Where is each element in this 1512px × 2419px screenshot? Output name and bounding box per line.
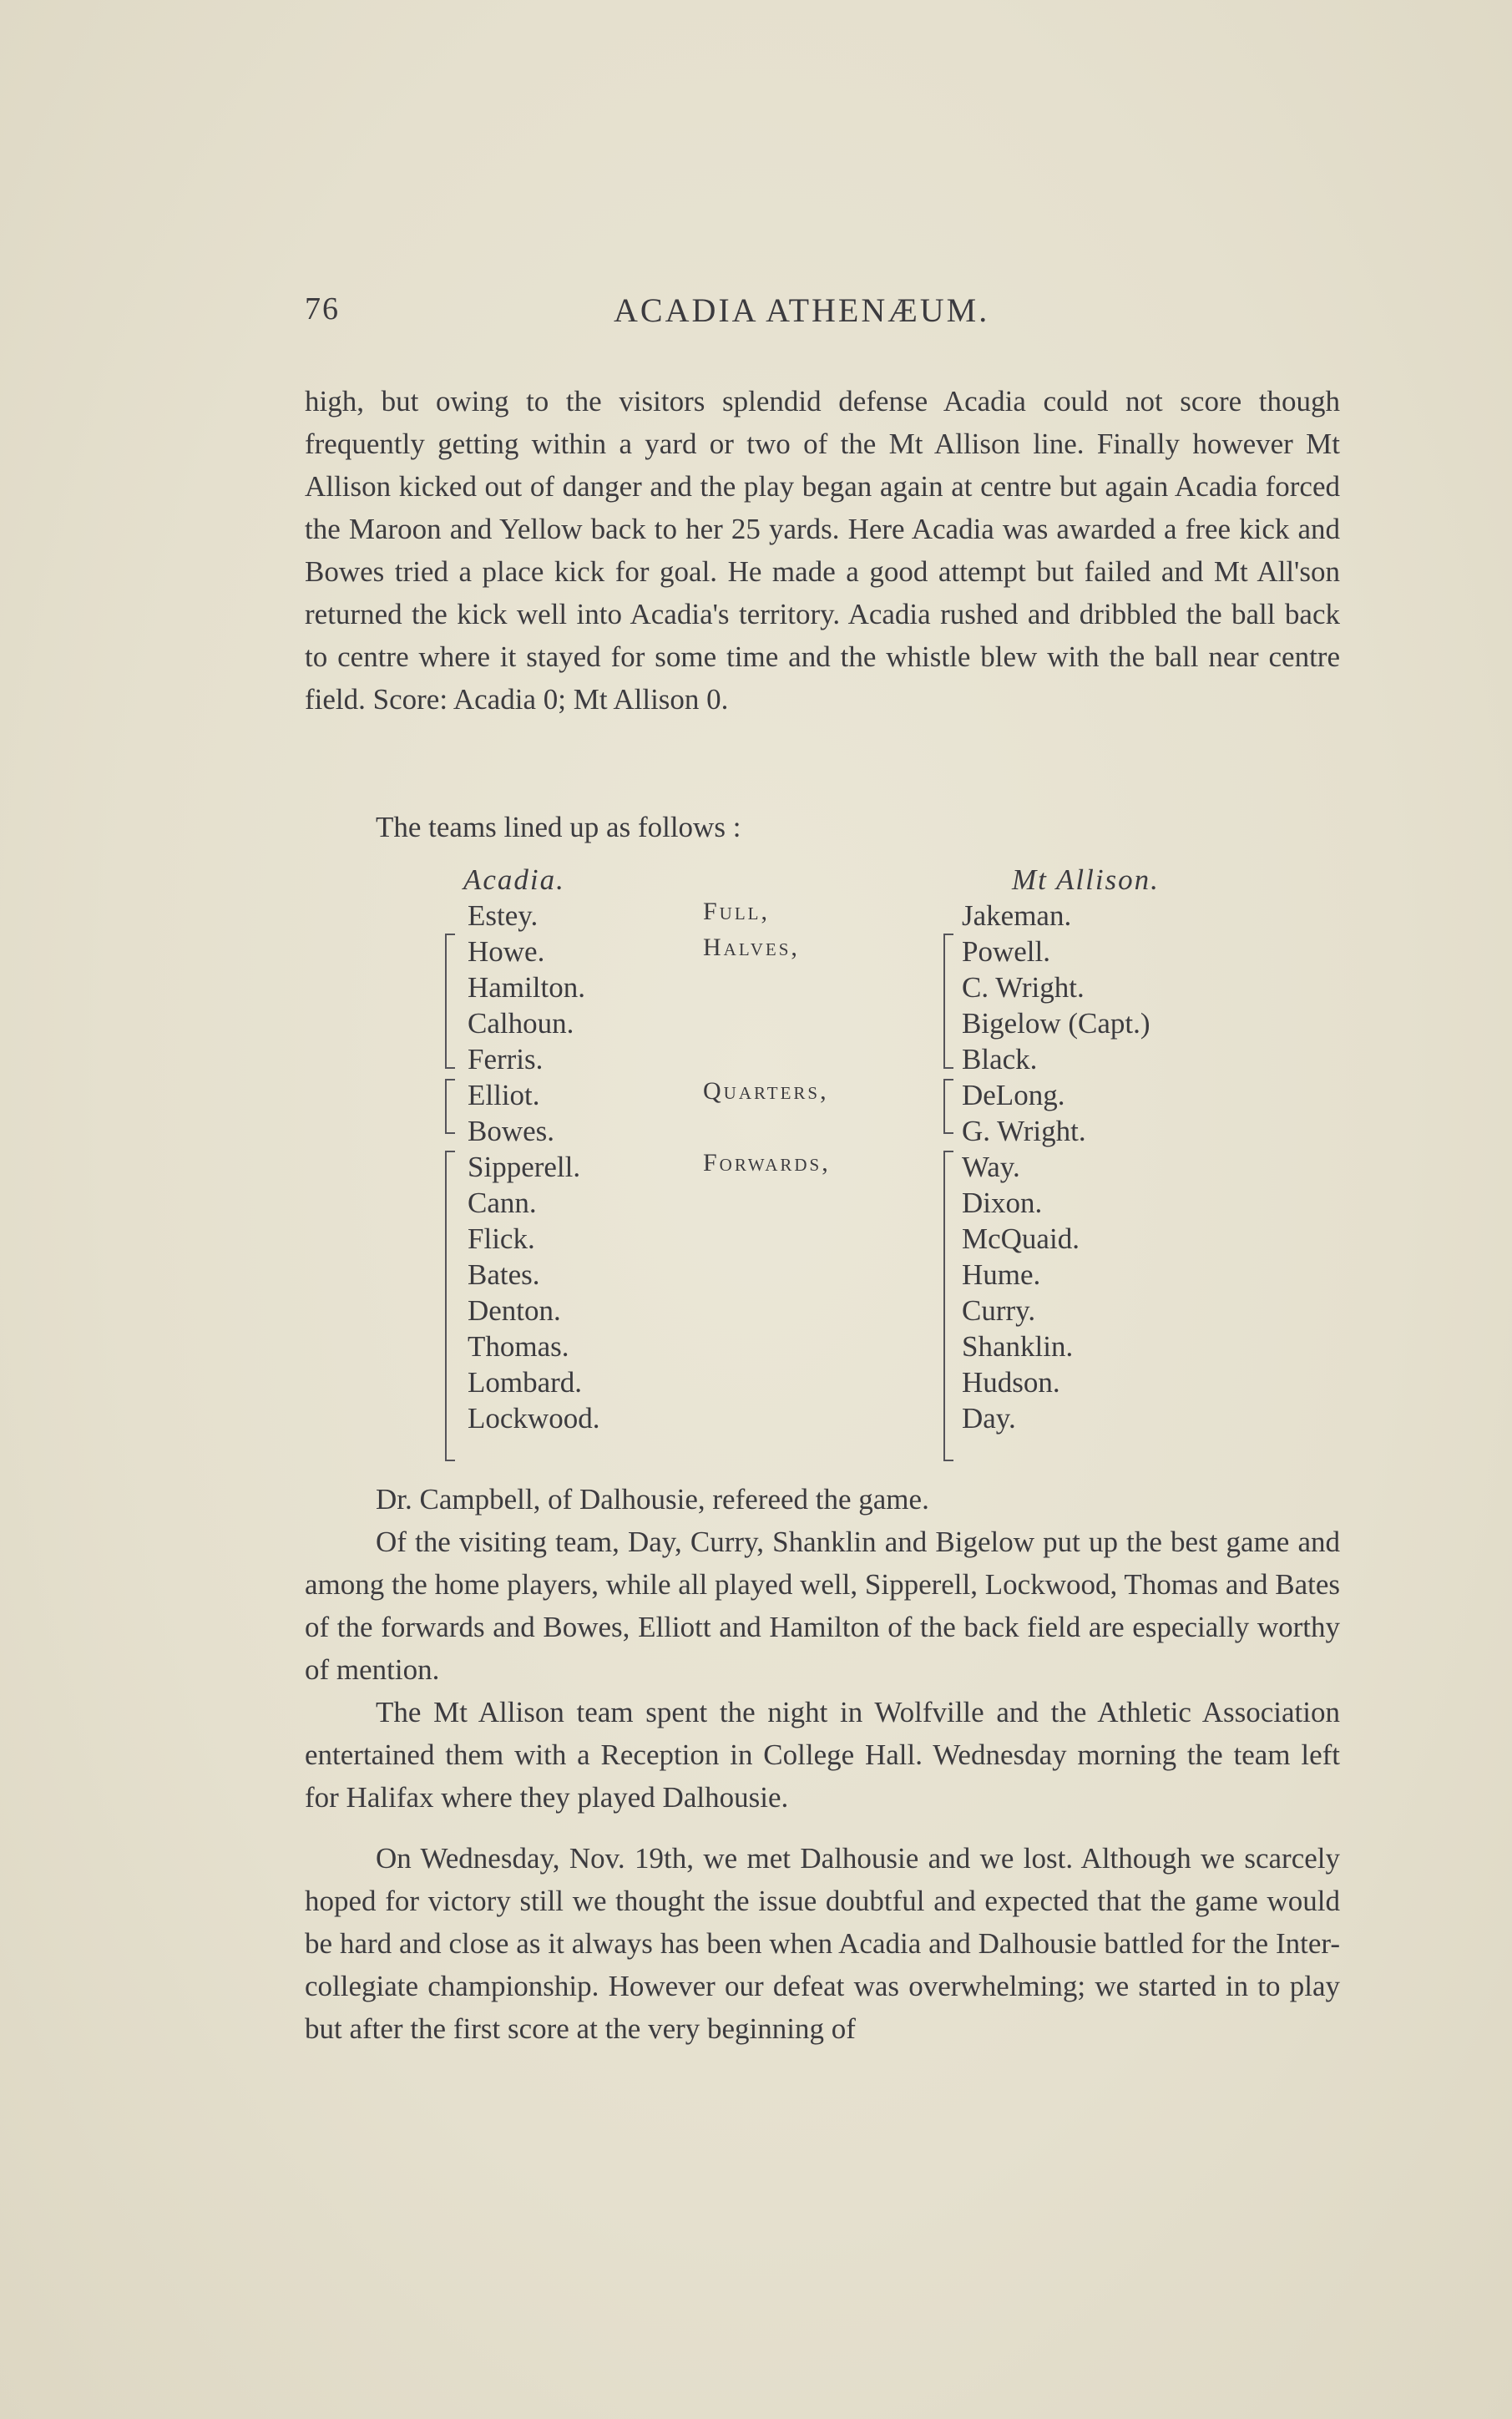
paragraph-reception: The Mt Allison team spent the night in Wolfville and the Athletic Association entertained them with a Reception in College Hall. Wednesday morning the team left for Halifax where they played Dalhousie.: [305, 1696, 1340, 1814]
player-name: Cann.: [468, 1187, 537, 1219]
page-header: [305, 291, 1340, 332]
player-name: DeLong.: [962, 1079, 1065, 1111]
brace-mt-allison-quarters: [943, 1079, 958, 1134]
acadia-lineup: [463, 862, 600, 1436]
player-name: Ferris.: [468, 1043, 544, 1075]
player-name: Lombard.: [468, 1366, 583, 1399]
brace-acadia-forwards: [445, 1151, 460, 1461]
brace-acadia-quarters: [445, 1079, 460, 1134]
player-name: Hume.: [962, 1258, 1041, 1291]
player-name: Powell.: [962, 935, 1050, 968]
player-name: McQuaid.: [962, 1222, 1080, 1255]
player-name: Lockwood.: [468, 1402, 600, 1435]
player-name: Way.: [962, 1151, 1020, 1183]
running-title: ACADIA ATHENÆUM.: [614, 291, 990, 329]
position-forwards: Forwards,: [703, 1149, 831, 1177]
player-name: Hamilton.: [468, 971, 585, 1004]
paragraph-best-players: Of the visiting team, Day, Curry, Shanklin and Bigelow put up the best game and among the home players, while all played well, Sipperell, Lockwood, Thomas and Bates of the forwards and Bowes, Elliott and Hamilton of the back field are especially worthy of mention.: [305, 1526, 1340, 1686]
mt-allison-lineup: [962, 862, 1160, 1436]
player-name: Shanklin.: [962, 1330, 1074, 1363]
position-halves: Halves,: [703, 934, 800, 961]
player-name: Thomas.: [468, 1330, 569, 1363]
page-number: 76: [305, 291, 340, 326]
body-text-lower: [305, 1478, 1340, 2050]
body-paragraph-1: [305, 380, 1340, 721]
brace-mt-allison-forwards: [943, 1151, 958, 1461]
player-name: Denton.: [468, 1294, 561, 1327]
paragraph-dalhousie-game: On Wednesday, Nov. 19th, we met Dalhousie and we lost. Although we scarcely hoped for victory still we thought the issue doubtful and expected that the game would be hard and close as it always has been when Acadia and Dalhousie battled for the Inter-collegiate championship. However our defeat was overwhelming; we started in to play but after the first score at the very beginning of: [305, 1842, 1340, 2045]
player-name: Sipperell.: [468, 1151, 581, 1183]
player-name: Jakeman.: [962, 899, 1072, 932]
player-name: Calhoun.: [468, 1007, 574, 1040]
brace-acadia-halves: [445, 934, 460, 1069]
player-name: Curry.: [962, 1294, 1036, 1327]
lineup-intro: [305, 806, 1340, 848]
player-name: Black.: [962, 1043, 1038, 1075]
player-name: Elliot.: [468, 1079, 540, 1111]
player-name: Flick.: [468, 1222, 535, 1255]
team-name-acadia: Acadia.: [463, 863, 565, 896]
paragraph-referee: Dr. Campbell, of Dalhousie, refereed the game.: [376, 1483, 929, 1516]
paragraph-text: high, but owing to the visitors splendid defense Acadia could not score though frequently getting within a yard or two of the Mt Allison line. Finally however Mt Allison kicked out of danger and the play began again at centre but again Acadia forced the Maroon and Yellow back to her 25 yards. Here Acadia was awarded a free kick and Bowes tried a place kick for goal. He made a good attempt but failed and Mt All'son returned the kick well into Acadia's territory. Acadia rushed and dribbled the ball back to centre where it stayed for some time and the whistle blew with the ball near centre field. Score: Acadia 0; Mt Allison 0.: [305, 385, 1340, 716]
player-name: Day.: [962, 1402, 1016, 1435]
player-name: Estey.: [468, 899, 539, 932]
player-name: C. Wright.: [962, 971, 1085, 1004]
team-name-mt-allison: Mt Allison.: [1012, 863, 1160, 896]
player-name: Bates.: [468, 1258, 540, 1291]
player-name: G. Wright.: [962, 1115, 1086, 1147]
position-quarters: Quarters,: [703, 1077, 829, 1105]
player-name: Dixon.: [962, 1187, 1043, 1219]
lineup-intro-text: The teams lined up as follows :: [376, 811, 741, 843]
brace-mt-allison-halves: [943, 934, 958, 1069]
player-name: Howe.: [468, 935, 545, 968]
player-name: Hudson.: [962, 1366, 1060, 1399]
position-full: Full,: [703, 898, 771, 925]
player-name: Bigelow (Capt.): [962, 1007, 1150, 1040]
player-name: Bowes.: [468, 1115, 555, 1147]
